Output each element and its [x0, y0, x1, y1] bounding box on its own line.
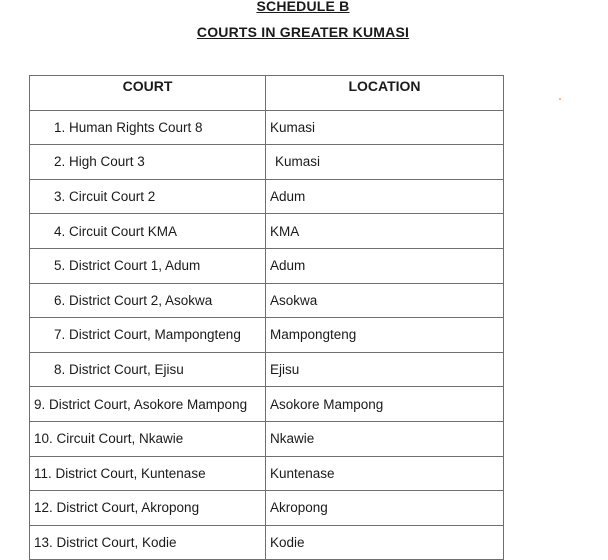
- location-cell: Kumasi: [266, 145, 504, 180]
- header-row: [30, 76, 504, 111]
- court-cell: 9. District Court, Asokore Mampong: [30, 387, 266, 422]
- courts-table: [29, 75, 504, 560]
- court-column-header: COURT: [30, 76, 266, 111]
- table-row: [30, 352, 504, 387]
- location-cell: Ejisu: [266, 352, 504, 387]
- table-row: [30, 283, 504, 318]
- table-row: [30, 421, 504, 456]
- court-cell: 4. Circuit Court KMA: [30, 214, 266, 249]
- court-cell: 7. District Court, Mampongteng: [30, 318, 266, 353]
- location-cell: Kumasi: [266, 110, 504, 145]
- location-cell: Kodie: [266, 525, 504, 560]
- court-cell: 6. District Court 2, Asokwa: [30, 283, 266, 318]
- scan-speck: [559, 98, 561, 100]
- location-cell: Asokwa: [266, 283, 504, 318]
- location-cell: Akropong: [266, 491, 504, 526]
- court-cell: 10. Circuit Court, Nkawie: [30, 421, 266, 456]
- table-row: [30, 248, 504, 283]
- table-row: [30, 145, 504, 180]
- location-cell: KMA: [266, 214, 504, 249]
- court-cell: 5. District Court 1, Adum: [30, 248, 266, 283]
- table-row: [30, 179, 504, 214]
- location-cell: Adum: [266, 179, 504, 214]
- location-cell: Asokore Mampong: [266, 387, 504, 422]
- location-cell: Nkawie: [266, 421, 504, 456]
- table-row: [30, 318, 504, 353]
- table-row: [30, 387, 504, 422]
- court-cell: 1. Human Rights Court 8: [30, 110, 266, 145]
- table-row: [30, 214, 504, 249]
- table-row: [30, 491, 504, 526]
- court-cell: 12. District Court, Akropong: [30, 491, 266, 526]
- court-cell: 2. High Court 3: [30, 145, 266, 180]
- court-cell: 11. District Court, Kuntenase: [30, 456, 266, 491]
- court-cell: 3. Circuit Court 2: [30, 179, 266, 214]
- table-row: [30, 110, 504, 145]
- location-cell: Mampongteng: [266, 318, 504, 353]
- location-cell: Adum: [266, 248, 504, 283]
- location-column-header: LOCATION: [266, 76, 504, 111]
- court-cell: 8. District Court, Ejisu: [30, 352, 266, 387]
- table-title: COURTS IN GREATER KUMASI: [196, 24, 410, 40]
- table-row: [30, 456, 504, 491]
- court-cell: 13. District Court, Kodie: [30, 525, 266, 560]
- schedule-title: SCHEDULE B: [256, 0, 350, 14]
- location-cell: Kuntenase: [266, 456, 504, 491]
- table-row: [30, 525, 504, 560]
